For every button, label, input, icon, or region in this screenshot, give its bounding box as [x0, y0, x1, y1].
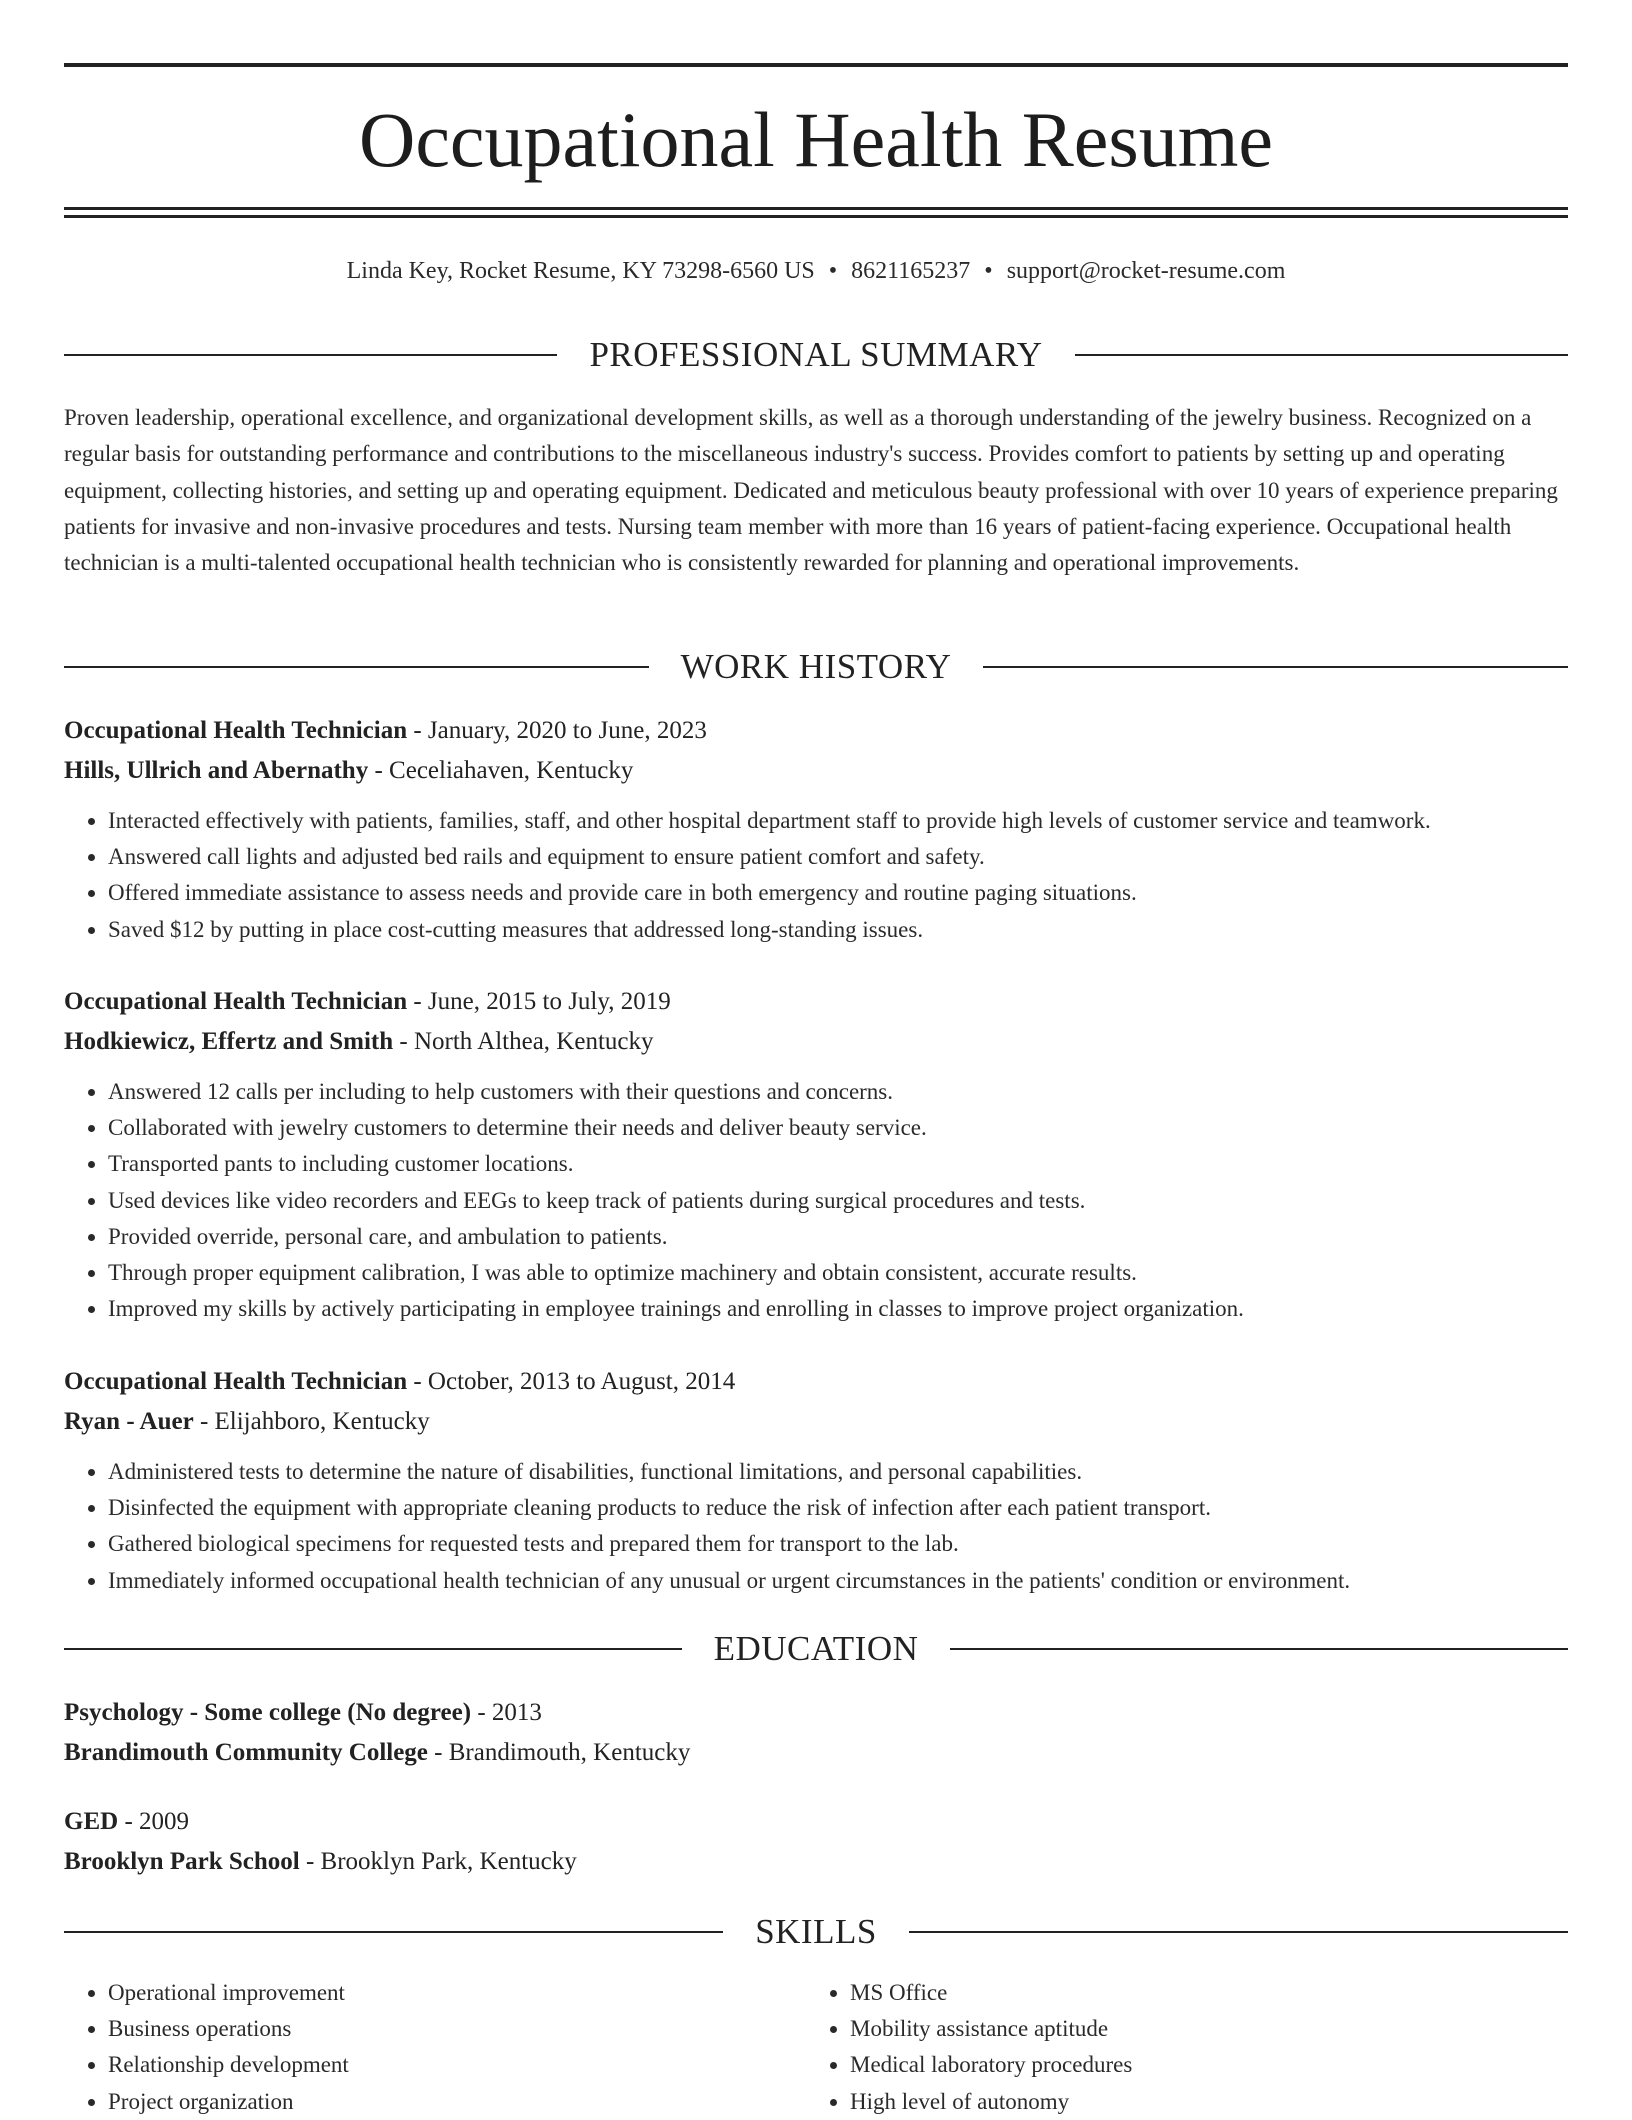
list-item: • Improved my skills by actively participating in employee trainings and enrolling in classes to improve project organization. — [108, 1291, 1568, 1327]
job-entry — [64, 982, 1568, 1327]
summary-paragraph: Proven leadership, operational excellence, and organizational development skills, as well as a thorough understanding of the jewelry business. Recognized on a regular basis for outstanding performance and contributions to the miscellaneous industry's success. Provides comfort to patients by setting up and operating equipment, collecting histories, and setting up and operating equipment. Dedicated and meticulous beauty professional with over 10 years of experience preparing patients for invasive and non-invasive procedures and tests. Nursing team member with more than 16 years of patient-facing experience. Occupational health technician is a multi-talented occupational health technician who is consistently rewarded for planning and operational improvements. — [64, 405, 1558, 576]
school: Brandimouth Community College — [64, 1739, 428, 1766]
contact-separator: • — [984, 258, 993, 284]
job-location: - Ceceliahaven, Kentucky — [368, 757, 634, 784]
section-heading-work — [64, 644, 1568, 690]
job-bullets — [64, 1454, 1568, 1599]
resume-title: Occupational Health Resume — [358, 96, 1274, 183]
heading-rule — [983, 666, 1568, 668]
section-title: WORK HISTORY — [680, 647, 952, 686]
list-item: • Operational improvement — [108, 1975, 764, 2011]
skills-column-left — [64, 1975, 764, 2120]
degree-year: - 2013 — [471, 1699, 542, 1726]
list-item: • Medical laboratory procedures — [850, 2047, 1506, 2083]
list-item: • Answered 12 calls per including to help customers with their questions and concerns. — [108, 1074, 1568, 1110]
education-entry — [64, 1693, 1568, 1773]
list-item: • Interacted effectively with patients, families, staff, and other hospital department staff to provide high levels of customer service and teamwork. — [108, 803, 1568, 839]
job-bullets — [64, 1074, 1568, 1327]
job-location: - North Althea, Kentucky — [393, 1028, 654, 1055]
list-item: • Gathered biological specimens for requested tests and prepared them for transport to the lab. — [108, 1526, 1568, 1562]
job-company-line — [64, 1022, 1568, 1062]
heading-rule — [950, 1648, 1568, 1650]
section-heading-summary — [64, 332, 1568, 378]
list-item: • Project organization — [108, 2084, 764, 2120]
degree: Psychology - Some college (No degree) — [64, 1699, 472, 1726]
list-item: • Saved $12 by putting in place cost-cutting measures that addressed long-standing issues. — [108, 912, 1568, 948]
job-company: Ryan - Auer — [64, 1408, 194, 1435]
education-entry — [64, 1802, 1568, 1882]
contact-address: Linda Key, Rocket Resume, KY 73298-6560 US — [346, 258, 815, 284]
school: Brooklyn Park School — [64, 1848, 300, 1875]
contact-phone: 8621165237 — [851, 258, 971, 284]
list-item: • High level of autonomy — [850, 2084, 1506, 2120]
job-company-line — [64, 1402, 1568, 1442]
job-title-line — [64, 1362, 1568, 1402]
job-bullets — [64, 803, 1568, 948]
degree-year: - 2009 — [118, 1808, 190, 1835]
skills-list — [64, 1975, 764, 2120]
title-rule-upper — [64, 207, 1568, 210]
contact-email: support@rocket-resume.com — [1006, 258, 1286, 284]
school-location: - Brandimouth, Kentucky — [427, 1739, 691, 1766]
list-item: • Business operations — [108, 2011, 764, 2047]
job-company-line — [64, 751, 1568, 791]
job-entry — [64, 711, 1568, 948]
list-item: • Through proper equipment calibration, I was able to optimize machinery and obtain consistent, accurate results. — [108, 1255, 1568, 1291]
skills-list — [806, 1975, 1506, 2120]
school-location: - Brooklyn Park, Kentucky — [299, 1848, 577, 1875]
list-item: • Mobility assistance aptitude — [850, 2011, 1506, 2047]
top-rule — [64, 63, 1568, 67]
heading-rule — [909, 1931, 1568, 1933]
list-item: • Relationship development — [108, 2047, 764, 2083]
degree: GED — [64, 1808, 119, 1835]
heading-rule — [64, 666, 649, 668]
list-item: • Disinfected the equipment with appropriate cleaning products to reduce the risk of infection after each patient transport. — [108, 1490, 1568, 1526]
list-item: • Used devices like video recorders and EEGs to keep track of patients during surgical procedures and tests. — [108, 1183, 1568, 1219]
job-dates: - October, 2013 to August, 2014 — [407, 1368, 736, 1395]
contact-line — [64, 254, 1568, 288]
list-item: • Offered immediate assistance to assess needs and provide care in both emergency and routine paging situations. — [108, 875, 1568, 911]
list-item: • Administered tests to determine the nature of disabilities, functional limitations, and personal capabilities. — [108, 1454, 1568, 1490]
job-title-line — [64, 711, 1568, 751]
heading-rule — [64, 354, 557, 356]
job-dates: - January, 2020 to June, 2023 — [407, 717, 707, 744]
section-heading-skills — [64, 1909, 1568, 1955]
list-item: • Transported pants to including customer locations. — [108, 1146, 1568, 1182]
job-location: - Elijahboro, Kentucky — [193, 1408, 430, 1435]
section-title: SKILLS — [755, 1912, 877, 1951]
job-company: Hills, Ullrich and Abernathy — [64, 757, 369, 784]
title-rule-lower — [64, 215, 1568, 218]
job-company: Hodkiewicz, Effertz and Smith — [64, 1028, 394, 1055]
heading-rule — [64, 1648, 682, 1650]
heading-rule — [1075, 354, 1568, 356]
skills-column-right — [806, 1975, 1506, 2120]
degree-line — [64, 1802, 1568, 1842]
heading-rule — [64, 1931, 723, 1933]
list-item: • Answered call lights and adjusted bed rails and equipment to ensure patient comfort and safety. — [108, 839, 1568, 875]
section-title: EDUCATION — [713, 1629, 919, 1668]
contact-separator: • — [828, 258, 838, 284]
school-line — [64, 1733, 1568, 1773]
school-line — [64, 1842, 1568, 1882]
list-item: • Provided override, personal care, and ambulation to patients. — [108, 1219, 1568, 1255]
job-title-line — [64, 982, 1568, 1022]
job-title: Occupational Health Technician — [64, 1368, 408, 1395]
list-item: • MS Office — [850, 1975, 1506, 2011]
job-entry — [64, 1362, 1568, 1599]
job-title: Occupational Health Technician — [64, 988, 408, 1015]
list-item: • Immediately informed occupational health technician of any unusual or urgent circumstances in the patients' condition or environment. — [108, 1563, 1568, 1599]
section-title: PROFESSIONAL SUMMARY — [589, 335, 1043, 374]
job-title: Occupational Health Technician — [64, 717, 408, 744]
section-heading-education — [64, 1626, 1568, 1672]
degree-line — [64, 1693, 1568, 1733]
list-item: • Collaborated with jewelry customers to determine their needs and deliver beauty service. — [108, 1110, 1568, 1146]
job-dates: - June, 2015 to July, 2019 — [407, 988, 671, 1015]
